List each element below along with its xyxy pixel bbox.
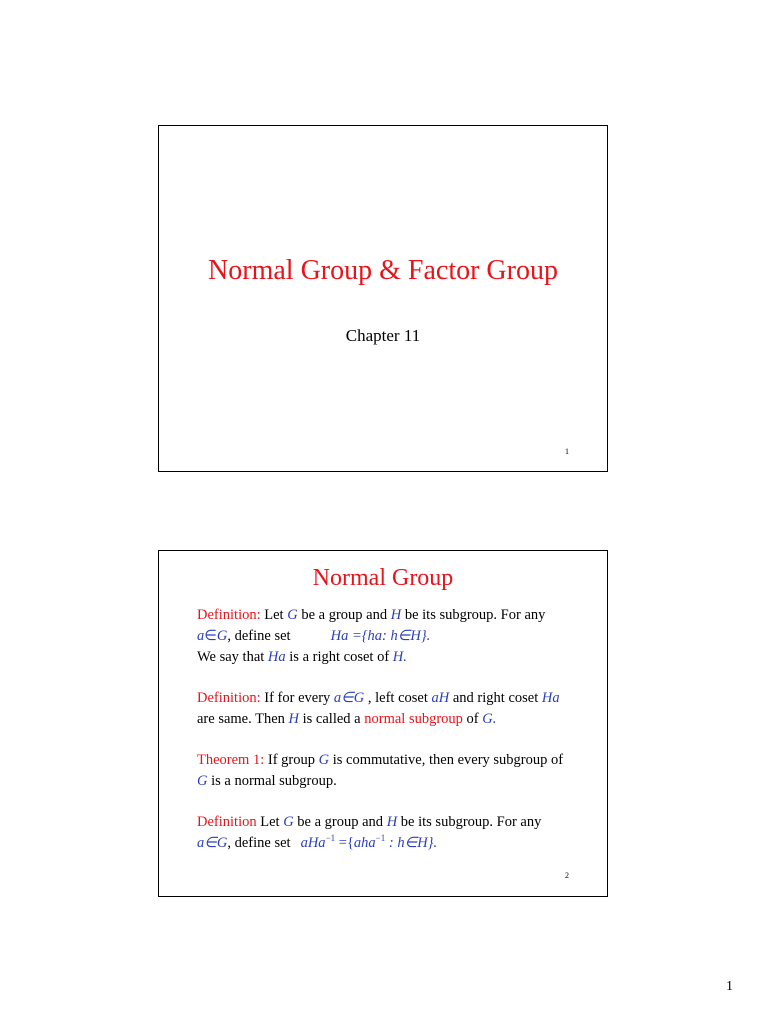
theorem-1: Theorem 1: If group G is commutative, then every subgroup of G is a normal subgroup.	[197, 752, 564, 789]
slide-title: Normal Group & Factor Group	[208, 255, 558, 286]
slide-number: 2	[565, 871, 569, 880]
normal-subgroup-term: normal subgroup	[364, 711, 463, 727]
definition-label: Definition:	[197, 607, 261, 623]
slide-number: 1	[565, 447, 569, 456]
definition-label: Definition:	[197, 690, 261, 706]
definition-conjugate: Definition Let G be a group and H be its subgroup. For any a∈G, define set aHa$^{-1}$ ={aha$^{-1}$ : h∈H}.	[197, 814, 542, 851]
slide-1	[158, 125, 608, 472]
conjugate-set-formula: aHa$^{-1}$ ={aha$^{-1}$ : h∈H}.	[300, 833, 438, 851]
slide-title: Normal Group	[312, 565, 454, 591]
slide-body	[197, 605, 587, 874]
definition-normal-subgroup: Definition: If for every a∈G , left coset aH and right coset Ha are same. Then H is called a normal subgroup of G.	[197, 690, 560, 727]
slide-subtitle: Chapter 11	[345, 326, 421, 345]
page-number: 1	[726, 979, 733, 994]
definition-right-coset: Definition: Let G be a group and H be its subgroup. For any a∈G, define set Ha ={ha: h∈H}. We say that Ha is a right coset of H.	[197, 607, 546, 665]
slide-2	[158, 550, 608, 897]
coset-set-formula: Ha ={ha: h∈H}.	[330, 628, 431, 644]
theorem-label: Theorem 1:	[197, 752, 265, 768]
definition-label: Definition	[197, 814, 257, 830]
